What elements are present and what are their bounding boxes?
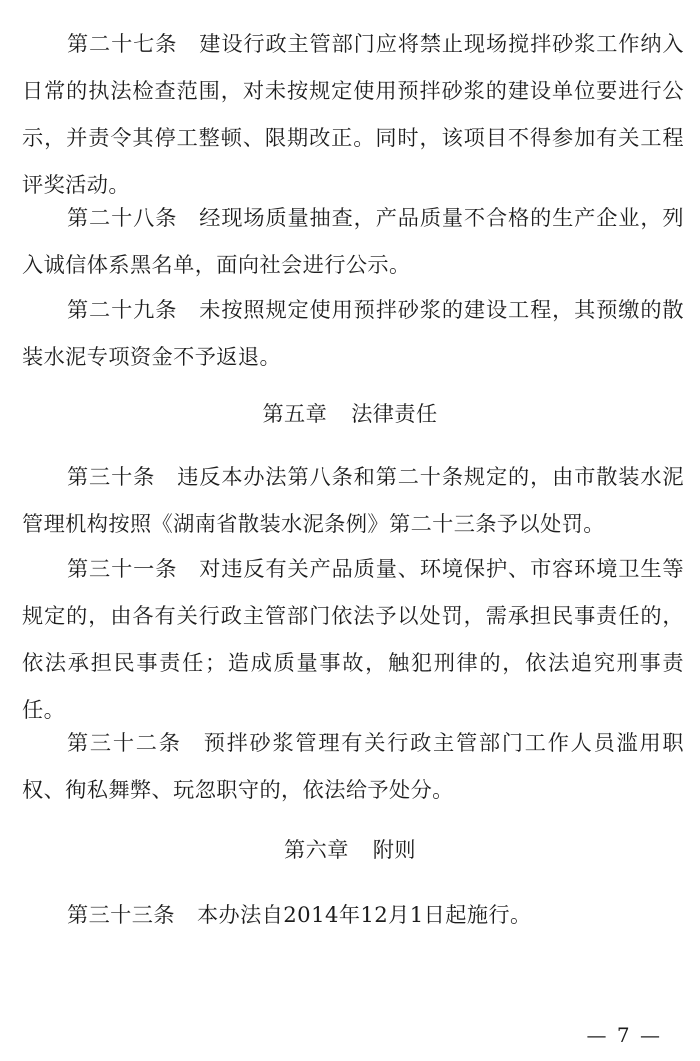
- article-text: 未按照规定使用预拌砂浆的建设工程，其预缴的散装水泥专项资金不予返退。: [22, 297, 684, 369]
- article-number: 第三十条: [67, 464, 156, 489]
- article-number: 第三十三条: [67, 902, 175, 927]
- article-text: 预拌砂浆管理有关行政主管部门工作人员滥用职权、徇私舞弊、玩忽职守的，依法给予处分。: [22, 730, 684, 802]
- chapter-title: 法律责任: [351, 401, 438, 426]
- article-text: 本办法自2014年12月1日起施行。: [196, 902, 532, 927]
- chapter-5-heading: [0, 390, 700, 437]
- article-text: 对违反有关产品质量、环境保护、市容环境卫生等规定的，由各有关行政主管部门依法予以处罚，需承担民事责任的，依法承担民事责任；造成质量事故，触犯刑律的，依法追究刑事责任。: [22, 556, 684, 722]
- article-number: 第二十七条: [67, 31, 178, 56]
- article-27: [22, 20, 684, 208]
- article-33: [22, 891, 684, 938]
- chapter-number: 第六章: [284, 837, 349, 862]
- chapter-title: 附则: [372, 837, 416, 862]
- article-number: 第二十八条: [67, 205, 178, 230]
- chapter-6-heading: [0, 826, 700, 873]
- chapter-number: 第五章: [262, 401, 328, 426]
- article-number: 第三十一条: [67, 556, 178, 581]
- article-29: [22, 286, 684, 380]
- article-32: [22, 719, 684, 813]
- article-text: 经现场质量抽查，产品质量不合格的生产企业，列入诚信体系黑名单，面向社会进行公示。: [22, 205, 684, 277]
- article-text: 违反本办法第八条和第二十条规定的，由市散装水泥管理机构按照《湖南省散装水泥条例》第二十三条予以处罚。: [22, 464, 684, 536]
- article-28: [22, 194, 684, 288]
- page-number: — 7 —: [586, 1023, 662, 1047]
- article-30: [22, 453, 684, 547]
- article-text: 建设行政主管部门应将禁止现场搅拌砂浆工作纳入日常的执法检查范围，对未按规定使用预拌砂浆的建设单位要进行公示，并责令其停工整顿、限期改正。同时，该项目不得参加有关工程评奖活动。: [22, 31, 684, 197]
- article-number: 第三十二条: [67, 730, 182, 755]
- article-31: [22, 545, 684, 733]
- article-number: 第二十九条: [67, 297, 178, 322]
